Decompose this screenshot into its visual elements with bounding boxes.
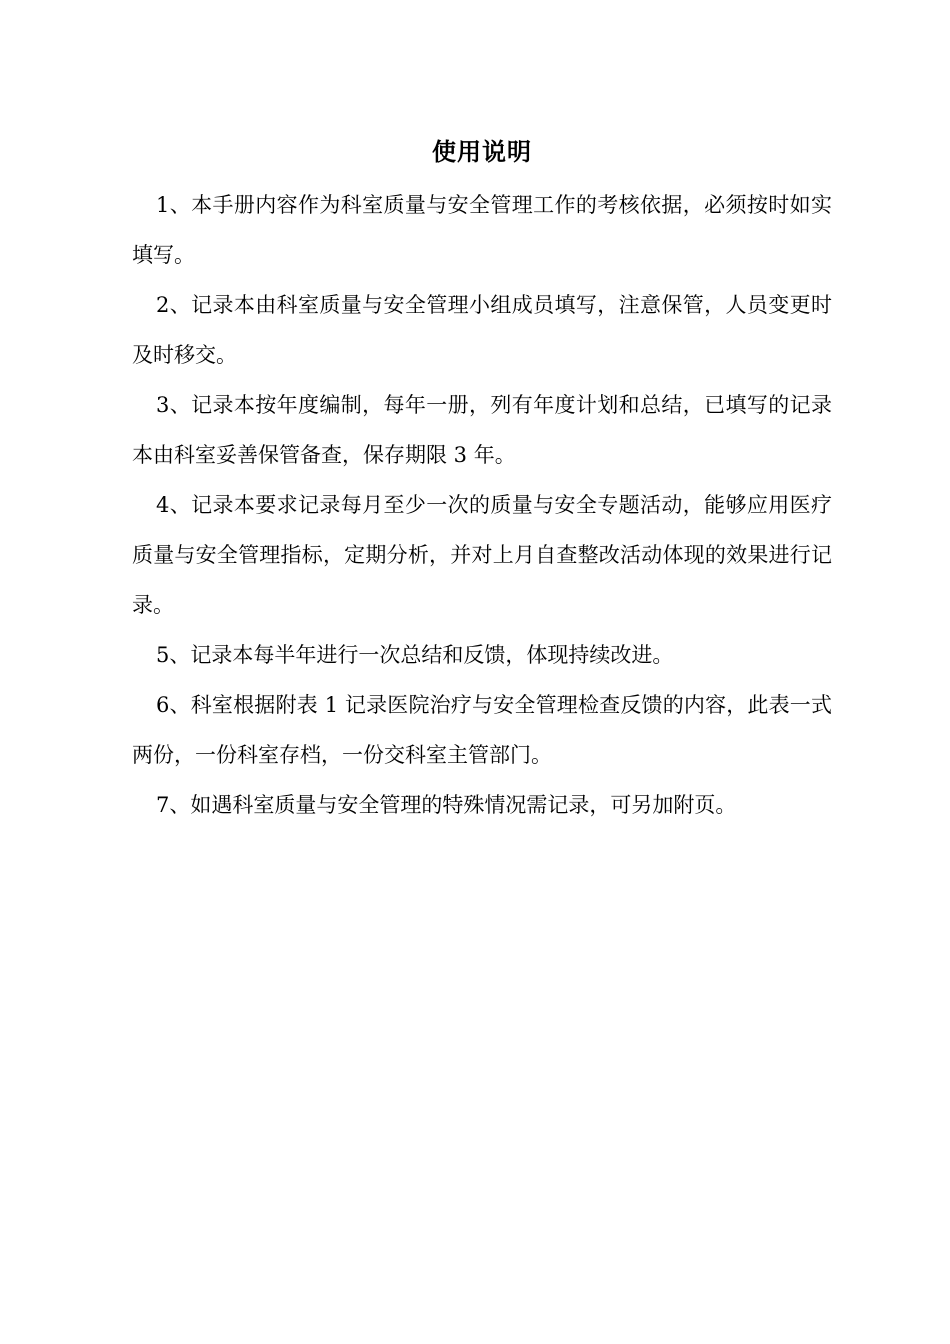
instruction-item-1: 1、本手册内容作为科室质量与安全管理工作的考核依据，必须按时如实填写。	[132, 193, 832, 267]
instruction-item-4: 4、记录本要求记录每月至少一次的质量与安全专题活动，能够应用医疗质量与安全管理指标，定期分析，并对上月自查整改活动体现的效果进行记录。	[132, 493, 832, 617]
page-title: 使用说明	[432, 138, 532, 166]
instruction-item-3: 3、记录本按年度编制，每年一册，列有年度计划和总结，已填写的记录本由科室妥善保管备查，保存期限 3 年。	[132, 393, 832, 467]
instruction-item-5: 5、记录本每半年进行一次总结和反馈，体现持续改进。	[156, 643, 674, 667]
instruction-item-6: 6、科室根据附表 1 记录医院治疗与安全管理检查反馈的内容，此表一式两份，一份科室存档，一份交科室主管部门。	[132, 693, 832, 767]
instruction-item-2: 2、记录本由科室质量与安全管理小组成员填写，注意保管，人员变更时及时移交。	[132, 293, 832, 367]
instruction-item-7: 7、如遇科室质量与安全管理的特殊情况需记录，可另加附页。	[156, 793, 737, 817]
document-page	[132, 132, 832, 830]
